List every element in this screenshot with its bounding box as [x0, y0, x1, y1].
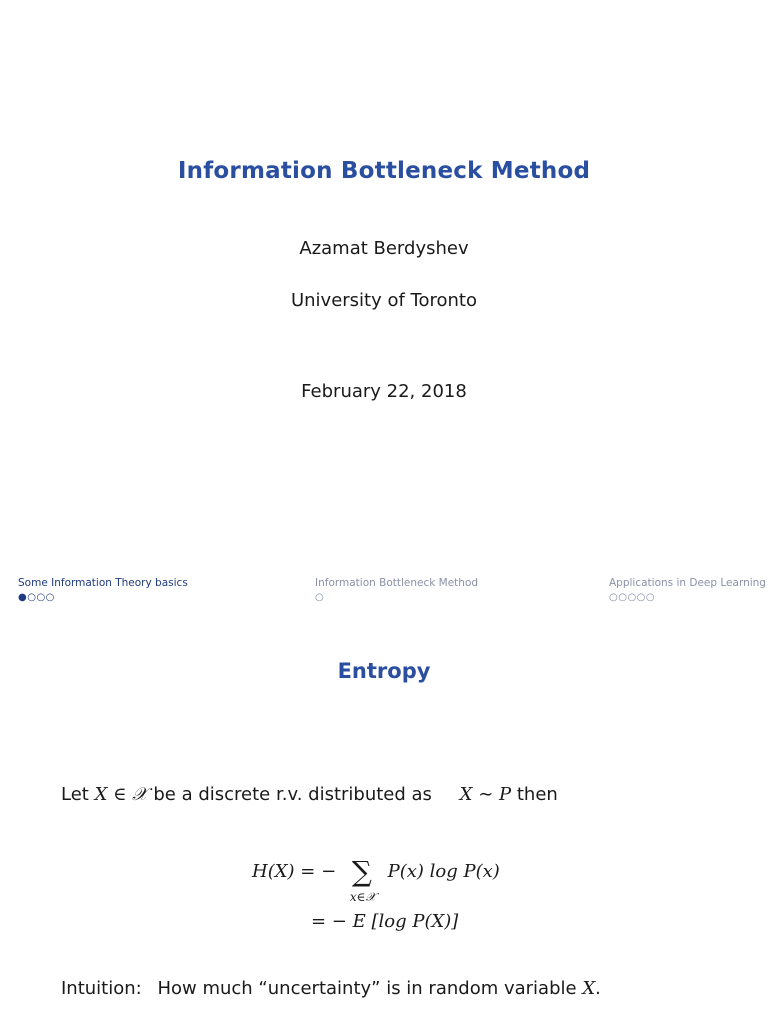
intuition-variable: X — [582, 978, 596, 999]
presentation-date: February 22, 2018 — [301, 381, 467, 402]
definition-middle: be a discrete r.v. distributed as — [153, 784, 432, 805]
intuition-label: Intuition: — [61, 978, 142, 999]
let-prefix: Let — [61, 784, 89, 805]
frame-title: Entropy — [337, 659, 431, 683]
nav-section-information-bottleneck[interactable] — [315, 577, 478, 604]
nav-section-label: Some Information Theory basics — [18, 577, 188, 589]
nav-section-deep-learning[interactable] — [609, 577, 766, 604]
intuition-period: . — [595, 978, 601, 999]
entropy-rhs: P(x) log P(x) — [387, 861, 500, 882]
nav-section-label: Applications in Deep Learning — [609, 577, 766, 589]
nav-section-information-theory[interactable] — [18, 577, 188, 604]
summation-index: x∈𝒳 — [349, 890, 376, 904]
entropy-slide — [0, 512, 768, 1024]
presentation-title: Information Bottleneck Method — [177, 158, 591, 184]
nav-progress-dots[interactable]: ○ — [315, 592, 325, 603]
definition-line — [61, 784, 558, 805]
entropy-expectation: = − E [log P(X)] — [311, 911, 459, 932]
sigma-symbol: ∑ — [351, 855, 372, 888]
entropy-equation-line1 — [252, 855, 500, 904]
nav-section-label: Information Bottleneck Method — [315, 577, 479, 589]
institution-name: University of Toronto — [290, 290, 478, 311]
intuition-line — [61, 978, 601, 999]
nav-progress-dots[interactable]: ○○○○○ — [609, 592, 656, 603]
entropy-lhs: H(X) = − — [252, 861, 337, 882]
math-x-dist-p: X ∼ P — [459, 784, 512, 805]
math-x-in-set: X ∈ 𝒳 — [94, 784, 148, 805]
definition-suffix: then — [516, 784, 558, 805]
author-name: Azamat Berdyshev — [299, 238, 469, 259]
nav-progress-dots[interactable]: ●○○○ — [18, 592, 55, 603]
intuition-text: How much “uncertainty” is in random variable — [157, 978, 577, 999]
summation — [345, 855, 379, 904]
entropy-equation-line2 — [311, 911, 458, 932]
